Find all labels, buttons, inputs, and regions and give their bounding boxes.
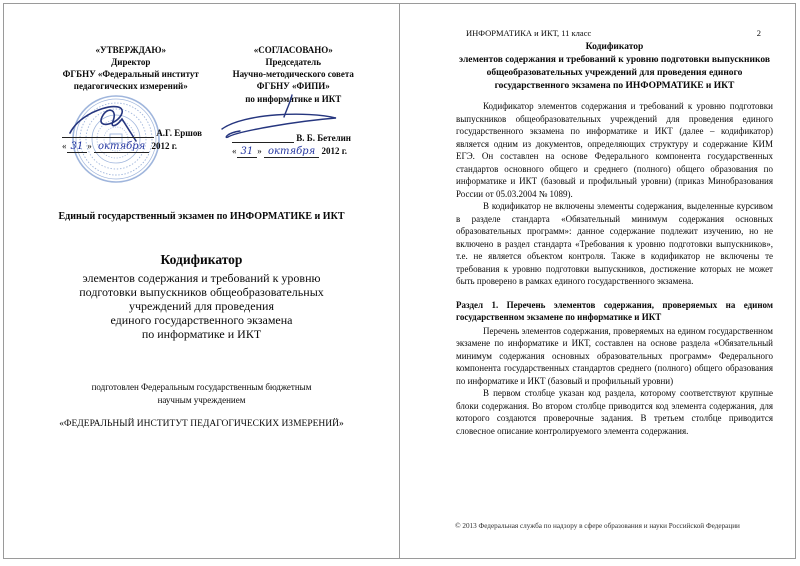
title-codifier: Кодификатор	[160, 251, 243, 267]
page-two-title	[456, 41, 773, 93]
subtitle-line: учреждений для проведения	[129, 299, 274, 314]
quote: »	[257, 145, 262, 156]
title-line: Кодификатор	[585, 42, 644, 52]
paragraph: В кодификатор не включены элементы содержания, выделенные курсивом в разделе стандарта «Обязательный минимум содержания основных образовательных программ»: данное содержание подлежит изучению, но не включено в раздел стандарта «Требования к уровню подготовки выпускников», т.е. не является объектом контроля. Также в кодификатор не включены те требования к уровню подготовки выпускников, достижение которых не может быть проверено в рамках единого государственного экзамена.	[456, 201, 773, 287]
subtitle-line: по информатике и ИКТ	[141, 327, 262, 342]
page-two	[399, 3, 796, 559]
quote: »	[87, 140, 92, 151]
approve-line: педагогических измерений»	[73, 81, 188, 92]
chairman-signature-block	[232, 132, 351, 157]
page-title-sheet	[3, 3, 400, 559]
handwritten-day: 31	[67, 141, 88, 153]
director-date	[62, 141, 202, 152]
header-subject: ИНФОРМАТИКА и ИКТ, 11 класс	[466, 28, 592, 38]
title-line: государственного экзамена по ИНФОРМАТИКЕ и ИКТ	[494, 81, 735, 92]
subtitle-line: подготовки выпускников общеобразовательных	[79, 284, 324, 299]
body-text	[456, 100, 773, 437]
section-1-heading: Раздел 1. Перечень элементов содержания, проверяемых на едином государственном экзамене по информатике и ИКТ	[456, 299, 773, 323]
agree-line: Научно-методического совета	[232, 69, 354, 80]
document-title-block	[4, 252, 399, 342]
exam-title-line: Единый государственный экзамен по ИНФОРМАТИКЕ и ИКТ	[58, 210, 345, 222]
prepared-line: подготовлен Федеральным государственным бюджетным	[91, 382, 312, 393]
prepared-by-block	[4, 381, 399, 406]
page-two-content	[400, 4, 795, 437]
approve-line: Директор	[111, 57, 151, 68]
director-name: А.Г. Ершов	[156, 127, 202, 138]
title-line: элементов содержания и требований к уровню подготовки выпускников	[459, 55, 770, 66]
copyright-footer: © 2013 Федеральная служба по надзору в сфере образования и науки Российской Федерации	[455, 522, 740, 530]
quote: «	[62, 140, 67, 151]
agree-line: по информатике и ИКТ	[245, 93, 342, 104]
chairman-name: В. Б. Бетелин	[296, 132, 351, 143]
approval-blocks	[4, 4, 399, 105]
agree-line: «СОГЛАСОВАНО»	[253, 45, 333, 55]
signature-line	[62, 127, 154, 138]
handwritten-day: 31	[237, 146, 258, 158]
quote: «	[232, 145, 237, 156]
signatures-area	[4, 105, 399, 197]
signature-line	[232, 132, 294, 143]
page-number: 2	[756, 28, 761, 38]
chairman-date	[232, 146, 351, 157]
year-label: 2012 г.	[151, 140, 178, 151]
agree-block	[206, 44, 382, 105]
running-header	[456, 28, 773, 38]
institute-name: «ФЕДЕРАЛЬНЫЙ ИНСТИТУТ ПЕДАГОГИЧЕСКИХ ИЗМЕРЕНИЙ»	[59, 418, 344, 429]
agree-line: Председатель	[265, 57, 321, 68]
director-signature-block	[62, 127, 202, 152]
paragraph: Кодификатор элементов содержания и требований к уровню подготовки выпускников общеобразовательных учреждений для проведения единого государственного экзамена по информатике и ИКТ (далее – кодификатор) является одним из документов, определяющих структуру и содержание КИМ ЕГЭ. Он составлен на основе Федерального компонента государственных стандартов основного общего и среднего (полного) общего образования по информатике и ИКТ (базовый и профильный уровни) (приказ Минобразования России от 05.03.2004 № 1089).	[456, 101, 773, 199]
title-line: общеобразовательных учреждений для проведения единого	[486, 68, 743, 79]
agree-line: ФГБНУ «ФИПИ»	[256, 81, 330, 92]
approve-line: ФГБНУ «Федеральный институт	[62, 69, 199, 80]
handwritten-month: октября	[94, 141, 149, 153]
paragraph: Перечень элементов содержания, проверяемых на едином государственном экзамене по информатике и ИКТ, составлен на основе раздела «Обязательный минимум содержания основных образовательных программ» Федерального компонента государственных стандартов среднего (полного) общего образования по информатике и ИКТ (базовый и профильный уровни)	[456, 325, 773, 386]
year-label: 2012 г.	[321, 145, 348, 156]
prepared-line: научным учреждением	[157, 395, 246, 406]
subtitle-line: элементов содержания и требований к уровню	[82, 270, 321, 285]
subtitle-line: единого государственного экзамена	[110, 313, 293, 328]
handwritten-month: октября	[264, 146, 319, 158]
approve-line: «УТВЕРЖДАЮ»	[95, 45, 167, 55]
paragraph: В первом столбце указан код раздела, которому соответствуют крупные блоки содержания. Во втором столбце приводится код элемента содержания, для которого создаются проверочные задания. В третьем столбце приводится словесное описание контролируемого элемента содержания.	[456, 388, 773, 436]
